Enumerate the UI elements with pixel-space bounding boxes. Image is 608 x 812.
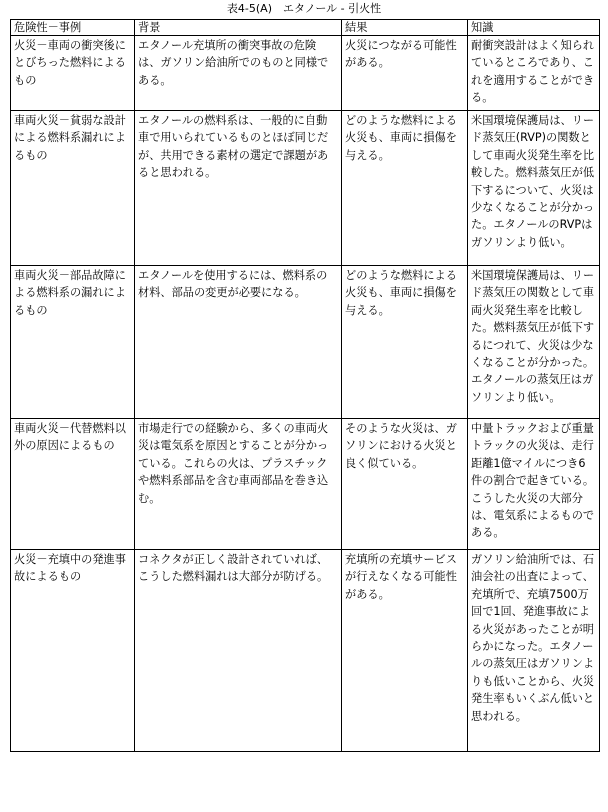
header-row bbox=[11, 20, 600, 36]
cell-knowledge: 米国環境保護局は、リード蒸気圧(RVP)の関数として車両火災発生率を比較した。燃料蒸気圧が低下するについて、火災は少なくなることが分かった。エタノールのRVPはガソリンより低い。 bbox=[468, 111, 600, 266]
cell-background: エタノールを使用するには、燃料系の材料、部品の変更が必要になる。 bbox=[135, 266, 342, 419]
header-result: 結果 bbox=[342, 20, 468, 36]
cell-knowledge: 耐衝突設計はよく知られているところであり、これを適用することができる。 bbox=[468, 36, 600, 111]
cell-result: どのような燃料による火災も、車両に損傷を与える。 bbox=[342, 111, 468, 266]
cell-result: どのような燃料による火災も、車両に損傷を与える。 bbox=[342, 266, 468, 419]
header-hazard: 危険性－事例 bbox=[11, 20, 135, 36]
cell-background: エタノールの燃料系は、一般的に自動車で用いられているものとほぼ同じだが、共用できる素材の選定で課題があると思われる。 bbox=[135, 111, 342, 266]
table-row bbox=[11, 36, 600, 111]
cell-background: 市場走行での経験から、多くの車両火災は電気系を原因とすることが分かっている。これらの火は、プラスチックや燃料系部品を含む車両部品を巻き込む。 bbox=[135, 419, 342, 550]
cell-result: そのような火災は、ガソリンにおける火災と良く似ている。 bbox=[342, 419, 468, 550]
header-knowledge: 知識 bbox=[468, 20, 600, 36]
header-background: 背景 bbox=[135, 20, 342, 36]
cell-hazard: 火災－車両の衝突後にとびちった燃料によるもの bbox=[11, 36, 135, 111]
ethanol-flammability-table bbox=[10, 19, 600, 752]
cell-knowledge: ガソリン給油所では、石油会社の出査によって、充填所で、充填7500万回で1回、発進事故による火災があったことが明らかになった。エタノールの蒸気圧はガソリンよりも低いことから、火災発生率もいくぶん低いと思われる。 bbox=[468, 550, 600, 752]
cell-knowledge: 中量トラックおよび重量トラックの火災は、走行距離1億マイルにつき6件の割合で起きている。こうした火災の大部分は、電気系によるものである。 bbox=[468, 419, 600, 550]
table-caption: 表4-5(A) エタノール - 引火性 bbox=[226, 2, 382, 15]
cell-background: コネクタが正しく設計されていれば、こうした燃料漏れは大部分が防げる。 bbox=[135, 550, 342, 752]
cell-knowledge: 米国環境保護局は、リード蒸気圧の関数として車両火災発生率を比較した。燃料蒸気圧が低下するにつれて、火災は少なくなることが分かった。エタノールの蒸気圧はガソリンより低い。 bbox=[468, 266, 600, 419]
cell-hazard: 車両火災－部品故障による燃料系の漏れによるもの bbox=[11, 266, 135, 419]
table-row bbox=[11, 111, 600, 266]
cell-result: 充填所の充填サービスが行えなくなる可能性がある。 bbox=[342, 550, 468, 752]
cell-result: 火災につながる可能性がある。 bbox=[342, 36, 468, 111]
cell-background: エタノール充填所の衝突事故の危険は、ガソリン給油所でのものと同様である。 bbox=[135, 36, 342, 111]
table-row bbox=[11, 419, 600, 550]
cell-hazard: 火災－充填中の発進事故によるもの bbox=[11, 550, 135, 752]
cell-hazard: 車両火災－代替燃料以外の原因によるもの bbox=[11, 419, 135, 550]
table-row bbox=[11, 266, 600, 419]
table-row bbox=[11, 550, 600, 752]
cell-hazard: 車両火災－貧弱な設計による燃料系漏れによるもの bbox=[11, 111, 135, 266]
